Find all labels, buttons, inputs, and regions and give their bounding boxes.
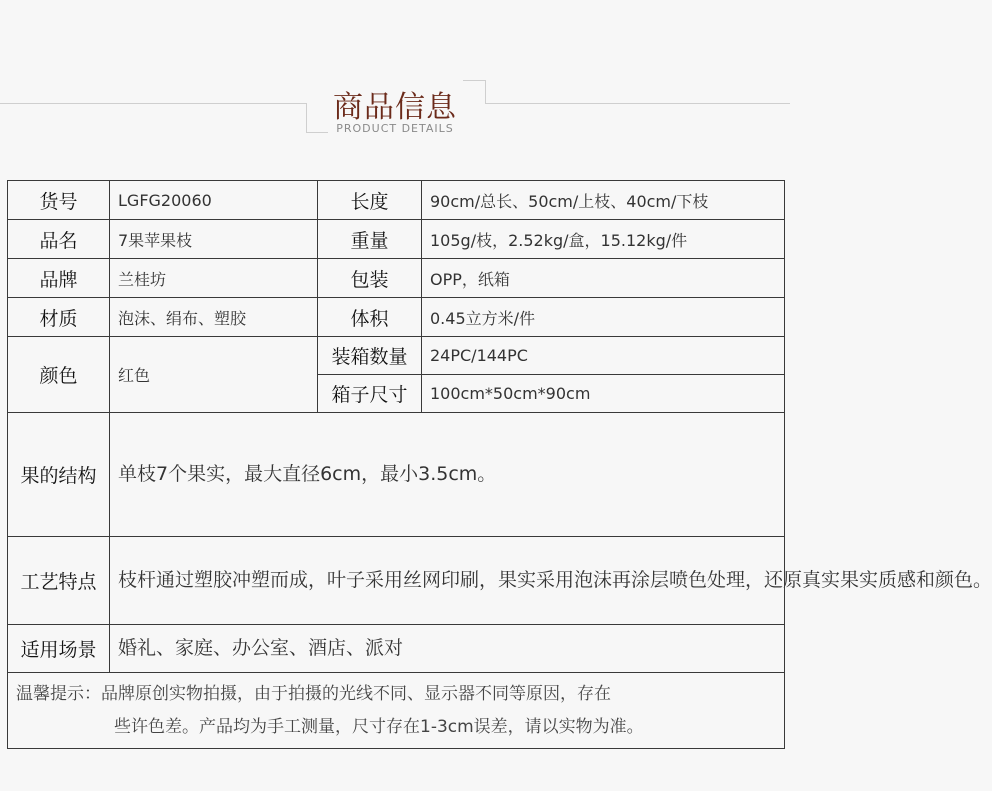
table-row	[8, 673, 785, 749]
scenes-value: 婚礼、家庭、办公室、酒店、派对	[110, 625, 785, 673]
craft-label: 工艺特点	[8, 537, 110, 625]
item-no-value: LGFG20060	[110, 181, 318, 220]
spec-table	[7, 180, 992, 749]
carton-size-value: 100cm*50cm*90cm	[422, 375, 785, 413]
weight-label: 重量	[318, 220, 422, 259]
craft-value: 枝杆通过塑胶冲塑而成，叶子采用丝网印刷，果实采用泡沫再涂层喷色处理，还原真实果实质感和颜色。	[110, 537, 785, 625]
table-row	[8, 413, 785, 537]
material-label: 材质	[8, 298, 110, 337]
weight-value: 105g/枝，2.52kg/盒，15.12kg/件	[422, 220, 785, 259]
name-value: 7果苹果枝	[110, 220, 318, 259]
material-value: 泡沫、绢布、塑胶	[110, 298, 318, 337]
table-row	[8, 220, 785, 259]
carton-size-label: 箱子尺寸	[318, 375, 422, 413]
notice	[8, 673, 785, 749]
section-header	[0, 0, 790, 150]
divider-right-cap	[463, 80, 485, 81]
carton-qty-value: 24PC/144PC	[422, 337, 785, 375]
fruit-structure-label: 果的结构	[8, 413, 110, 537]
color-value: 红色	[110, 337, 318, 413]
color-label: 颜色	[8, 337, 110, 413]
scenes-label: 适用场景	[8, 625, 110, 673]
packing-label: 包装	[318, 259, 422, 298]
volume-value: 0.45立方米/件	[422, 298, 785, 337]
volume-label: 体积	[318, 298, 422, 337]
table-row	[8, 181, 785, 220]
brand-value: 兰桂坊	[110, 259, 318, 298]
notice-line-2: 些许色差。产品均为手工测量，尺寸存在1-3cm误差，请以实物为准。	[114, 716, 644, 737]
carton-qty-label: 装箱数量	[318, 337, 422, 375]
fruit-structure-value: 单枝7个果实，最大直径6cm，最小3.5cm。	[110, 413, 785, 537]
table-row	[8, 259, 785, 298]
packing-value: OPP，纸箱	[422, 259, 785, 298]
section-subtitle: PRODUCT DETAILS	[336, 122, 454, 135]
length-label: 长度	[318, 181, 422, 220]
item-no-label: 货号	[8, 181, 110, 220]
name-label: 品名	[8, 220, 110, 259]
table-row	[8, 625, 785, 673]
table-row	[8, 298, 785, 337]
brand-label: 品牌	[8, 259, 110, 298]
section-title: 商品信息	[333, 90, 457, 125]
table-row	[8, 337, 785, 375]
table-row	[8, 537, 785, 625]
notice-line-1: 温馨提示：品牌原创实物拍摄，由于拍摄的光线不同、显示器不同等原因，存在	[16, 683, 611, 704]
length-value: 90cm/总长、50cm/上枝、40cm/下枝	[422, 181, 785, 220]
